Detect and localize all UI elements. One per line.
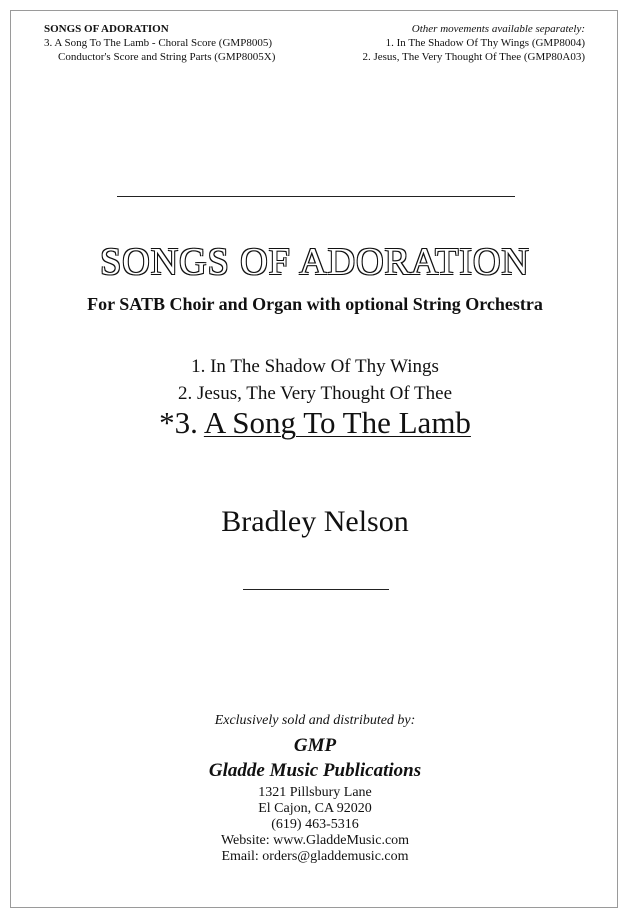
- header-conductor-score: Conductor's Score and String Parts (GMP8005X): [58, 51, 276, 63]
- movement-1: 1. In The Shadow Of Thy Wings: [191, 356, 439, 377]
- publisher-contact: [0, 785, 630, 865]
- publisher-city: El Cajon, CA 92020: [258, 801, 372, 816]
- header-series-title: SONGS OF ADORATION: [44, 23, 169, 35]
- publisher-name: Gladde Music Publications: [208, 760, 422, 781]
- movement-3-title: A Song To The Lamb: [203, 405, 471, 440]
- header-left: [44, 22, 275, 64]
- movement-2: 2. Jesus, The Very Thought Of Thee: [177, 383, 453, 404]
- publisher-email: Email: orders@gladdemusic.com: [221, 849, 409, 864]
- header-other-movements-note: Other movements available separately:: [411, 23, 585, 35]
- header-movement-1: 1. In The Shadow Of Thy Wings (GMP8004): [385, 37, 585, 49]
- header-movement-2: 2. Jesus, The Very Thought Of Thee (GMP80A03): [362, 51, 585, 63]
- movement-3: [0, 405, 630, 441]
- publisher-abbr: GMP: [293, 735, 337, 756]
- publisher-phone: (619) 463-5316: [271, 817, 359, 832]
- header-choral-score: 3. A Song To The Lamb - Choral Score (GMP8005): [44, 37, 272, 49]
- page-title: SONGS OF ADORATION: [100, 241, 530, 283]
- distribution-note: Exclusively sold and distributed by:: [214, 713, 416, 728]
- movement-3-number: *3.: [159, 405, 198, 440]
- publisher-website: Website: www.GladdeMusic.com: [220, 833, 410, 848]
- subtitle: For SATB Choir and Organ with optional String Orchestra: [87, 294, 543, 314]
- publisher-street: 1321 Pillsbury Lane: [258, 785, 372, 800]
- header-right: [362, 22, 585, 64]
- divider-middle: [243, 589, 389, 590]
- divider-top: [117, 196, 515, 197]
- composer-name: Bradley Nelson: [221, 505, 409, 538]
